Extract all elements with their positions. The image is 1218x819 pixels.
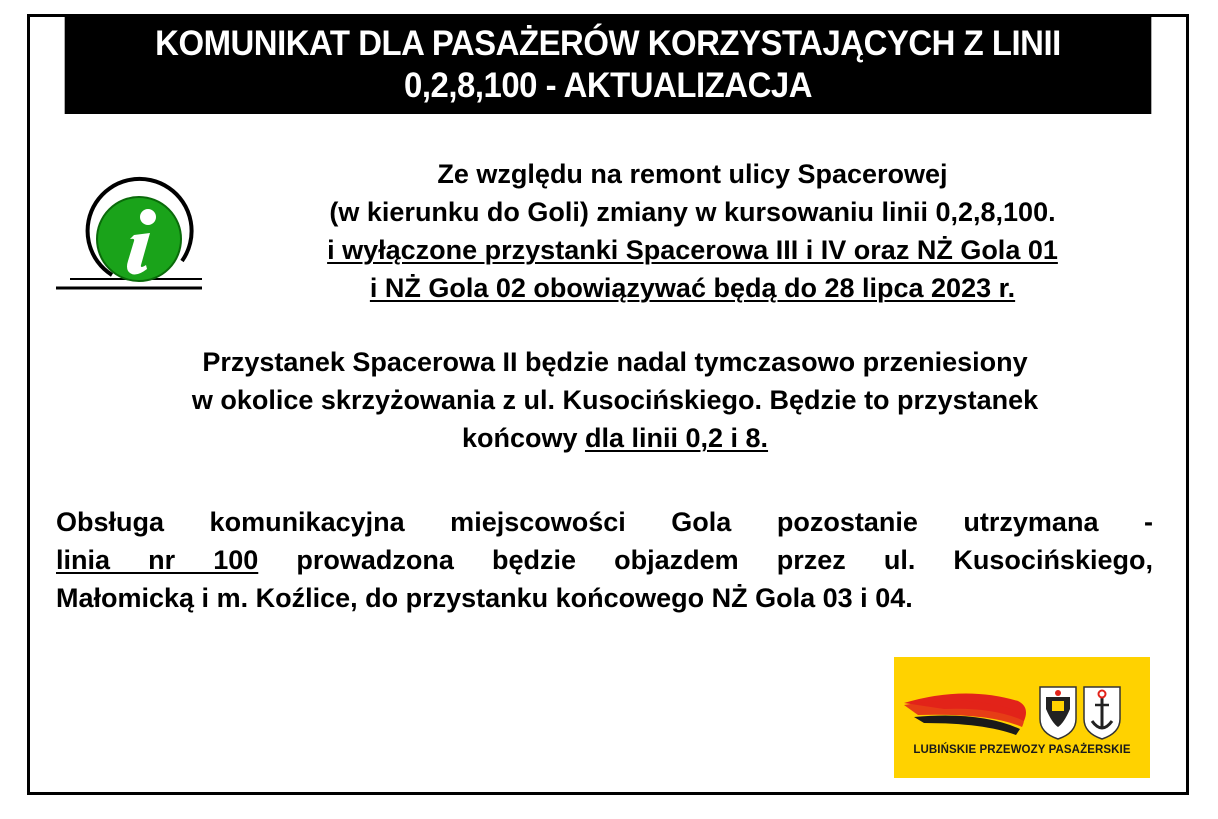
company-logo	[894, 657, 1150, 778]
info-icon	[42, 161, 202, 291]
paragraph-stop-relocation	[70, 343, 1160, 457]
paragraph3-line2-underlined: linia nr 100	[56, 545, 259, 575]
paragraph1-line3: i wyłączone przystanki Spacerowa III i IV oraz NŻ Gola 01	[327, 235, 1058, 265]
header-title-line1: KOMUNIKAT DLA PASAŻERÓW KORZYSTAJĄCYCH Z LINII	[155, 24, 1061, 63]
paragraph1-line1: Ze względu na remont ulicy Spacerowej	[437, 159, 948, 189]
paragraph2-line1: Przystanek Spacerowa II będzie nadal tymczasowo przeniesiony	[202, 347, 1028, 377]
paragraph3-line2-rest: prowadzona będzie objazdem przez ul. Kusocińskiego,	[258, 545, 1153, 575]
paragraph2-line3-underlined: dla linii 0,2 i 8.	[584, 423, 769, 453]
notice-header	[65, 17, 1152, 114]
paragraph2-line2: w okolice skrzyżowania z ul. Kusocińskiego. Będzie to przystanek	[191, 385, 1039, 415]
paragraph3-line2	[56, 541, 1153, 579]
red-swoosh-icon	[904, 693, 1026, 735]
header-title-line2: 0,2,8,100 - AKTUALIZACJA	[404, 66, 812, 105]
coat-of-arms-eagle-icon	[1040, 687, 1076, 739]
paragraph1-line2: (w kierunku do Goli) zmiany w kursowaniu linii 0,2,8,100.	[329, 197, 1056, 227]
paragraph3-line3: Małomicką i m. Koźlice, do przystanku końcowego NŻ Gola 03 i 04.	[56, 583, 913, 613]
paragraph-closure	[230, 155, 1155, 307]
notice-frame	[27, 14, 1189, 795]
coat-of-arms-anchor-icon	[1084, 687, 1120, 739]
paragraph1-line4: i NŻ Gola 02 obowiązywać będą do 28 lipca 2023 r.	[369, 273, 1016, 303]
logo-text: LUBIŃSKIE PRZEWOZY PASAŻERSKIE	[913, 744, 1131, 756]
paragraph-detour	[56, 503, 1153, 617]
paragraph2-line3	[70, 419, 1160, 457]
paragraph3-line1: Obsługa komunikacyjna miejscowości Gola pozostanie utrzymana -	[56, 507, 1153, 537]
paragraph2-line3-prefix: końcowy	[461, 423, 585, 453]
